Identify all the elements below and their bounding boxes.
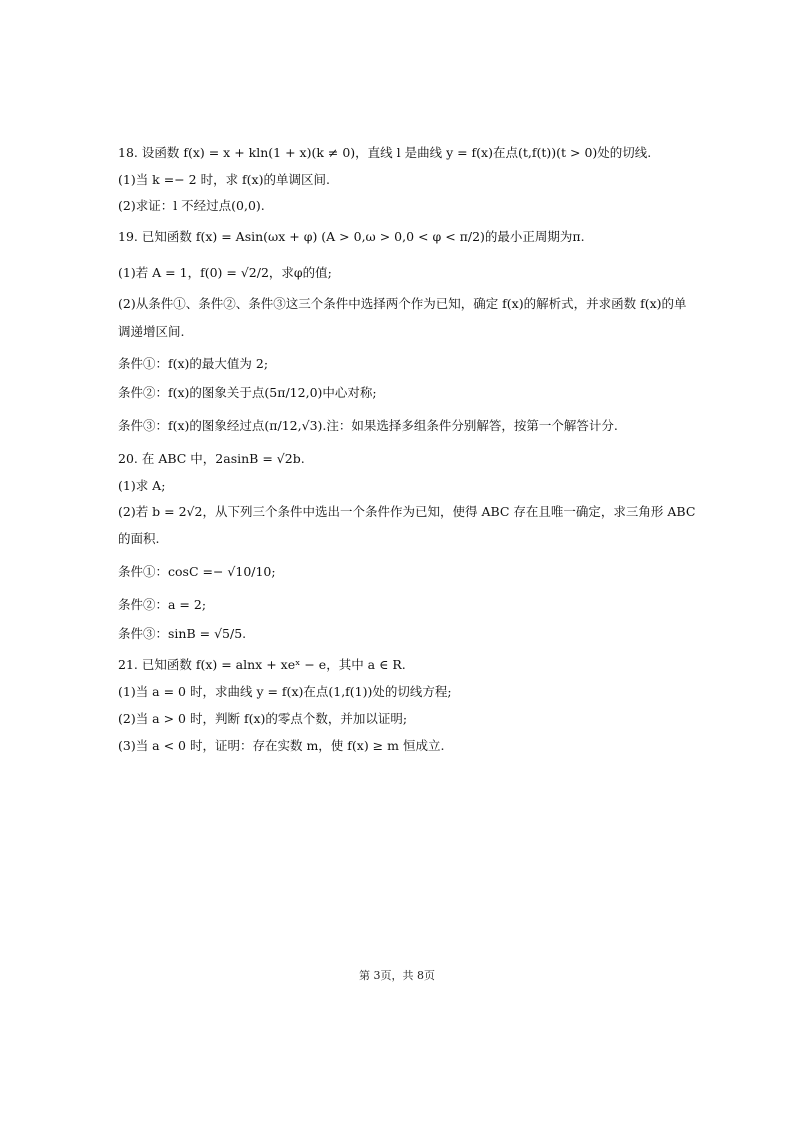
problem-20-stem: 20. 在 ABC 中，2asinB = √2b.: [118, 451, 305, 466]
problem-21-part-2: (2)当 a > 0 时，判断 f(x)的零点个数，并加以证明;: [118, 711, 408, 726]
problem-18-stem: 18. 设函数 f(x) = x + kln(1 + x)(k ≠ 0)，直线 l 是曲线 y = f(x)在点(t,f(t))(t > 0)处的切线.: [118, 145, 652, 160]
problem-19-condition-2: 条件②：f(x)的图象关于点(5π/12,0)中心对称;: [118, 385, 377, 400]
problem-19-condition-3: 条件③：f(x)的图象经过点(π/12,√3).注：如果选择多组条件分别解答，按第一个解答计分.: [118, 418, 618, 433]
problem-19-part-2-line-1: (2)从条件①、条件②、条件③这三个条件中选择两个作为已知，确定 f(x)的解析式，并求函数 f(x)的单: [118, 296, 687, 311]
problem-19-part-1: (1)若 A = 1，f(0) = √2/2，求φ的值;: [118, 265, 332, 280]
problem-18-part-1: (1)当 k =− 2 时，求 f(x)的单调区间.: [118, 172, 330, 187]
problem-21-part-1: (1)当 a = 0 时，求曲线 y = f(x)在点(1,f(1))处的切线方程;: [118, 684, 452, 699]
problem-20-condition-1: 条件①：cosC =− √10/10;: [118, 564, 276, 579]
problem-20-condition-2: 条件②：a = 2;: [118, 597, 207, 612]
problem-20-part-1: (1)求 A;: [118, 478, 166, 493]
problem-19-stem: 19. 已知函数 f(x) = Asin(ωx + φ) (A > 0,ω > 0,0 < φ < π/2)的最小正周期为π.: [118, 229, 585, 244]
problem-19-condition-1: 条件①：f(x)的最大值为 2;: [118, 356, 269, 371]
problem-19-part-2-line-2: 调递增区间.: [118, 324, 185, 339]
problem-20-part-2-line-1: (2)若 b = 2√2，从下列三个条件中选出一个条件作为已知，使得 ABC 存在且唯一确定，求三角形 ABC: [118, 504, 696, 519]
problem-20-condition-3: 条件③：sinB = √5/5.: [118, 626, 247, 641]
problem-18-part-2: (2)求证：l 不经过点(0,0).: [118, 198, 265, 213]
problem-20-part-2-line-2: 的面积.: [118, 531, 160, 546]
problem-21-part-3: (3)当 a < 0 时，证明：存在实数 m，使 f(x) ≥ m 恒成立.: [118, 738, 445, 753]
page-number-footer: 第 3页，共 8页: [359, 969, 435, 982]
problem-21-stem: 21. 已知函数 f(x) = alnx + xeˣ − e，其中 a ∈ R.: [118, 657, 406, 672]
